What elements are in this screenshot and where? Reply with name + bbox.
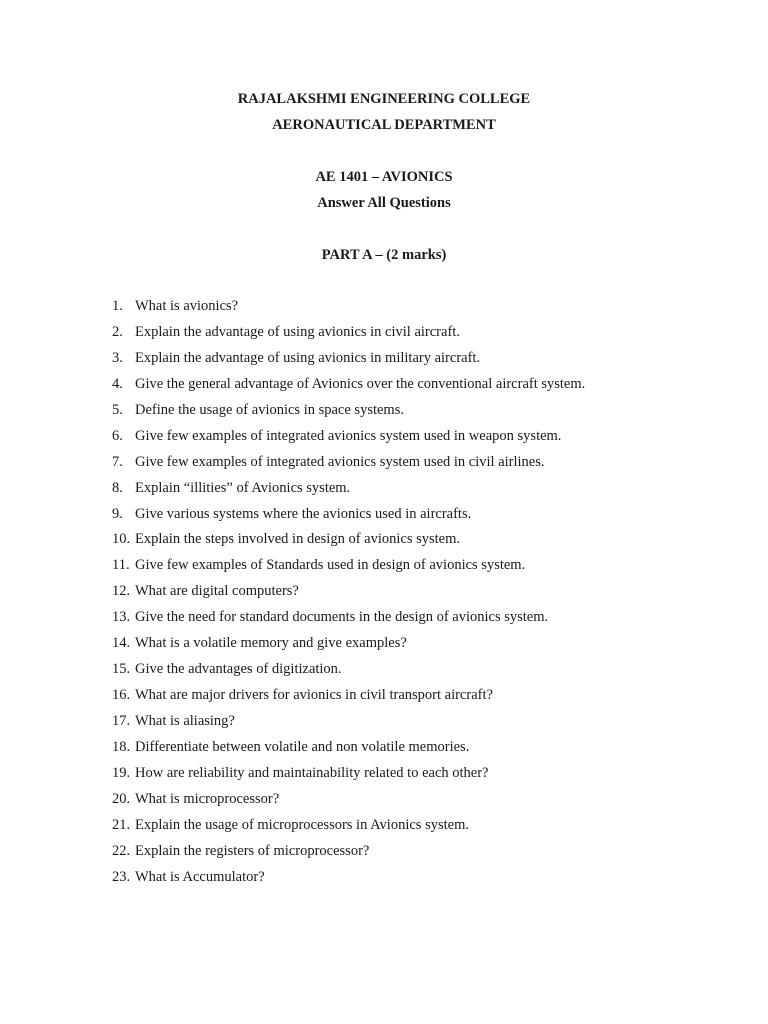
question-number: 10. — [112, 531, 131, 548]
question-text: What is aliasing? — [135, 713, 235, 729]
question-text: Give few examples of integrated avionics system used in weapon system. — [135, 427, 562, 444]
question-number: 16. — [112, 687, 131, 704]
question-number: 14. — [112, 635, 131, 652]
question-item — [112, 686, 732, 712]
question-text: Explain “illities” of Avionics system. — [135, 479, 351, 496]
question-text: Give few examples of integrated avionics system used in civil airlines. — [135, 453, 545, 470]
question-text: Explain the advantage of using avionics in civil aircraft. — [135, 323, 460, 340]
question-number: 2. — [112, 323, 123, 340]
question-item — [112, 816, 732, 842]
question-item — [112, 505, 732, 531]
college-name: RAJALAKSHMI ENGINEERING COLLEGE — [237, 91, 531, 107]
question-list — [112, 297, 732, 894]
question-item — [112, 427, 732, 453]
question-text: What is avionics? — [135, 298, 239, 314]
question-number: 9. — [112, 505, 123, 522]
question-text: Give various systems where the avionics used in aircrafts. — [135, 505, 472, 522]
question-number: 12. — [112, 583, 131, 600]
question-item — [112, 375, 732, 401]
question-text: What is microprocessor? — [135, 790, 280, 807]
question-item — [112, 297, 732, 323]
question-item — [112, 556, 732, 582]
department-name: AERONAUTICAL DEPARTMENT — [272, 117, 496, 133]
question-text: How are reliability and maintainability related to each other? — [135, 764, 489, 781]
question-number: 21. — [112, 816, 131, 833]
question-number: 13. — [112, 609, 131, 626]
question-text: Explain the steps involved in design of avionics system. — [135, 531, 460, 548]
course-title: AE 1401 – AVIONICS — [315, 169, 453, 185]
question-number: 6. — [112, 427, 123, 444]
question-item — [112, 842, 732, 868]
question-item — [112, 401, 732, 427]
question-item — [112, 738, 732, 764]
question-item — [112, 868, 732, 894]
question-number: 19. — [112, 764, 131, 781]
question-number: 8. — [112, 479, 123, 496]
question-text: Give the general advantage of Avionics over the conventional aircraft system. — [135, 375, 586, 392]
question-text: What is a volatile memory and give examples? — [135, 635, 407, 652]
question-item — [112, 608, 732, 634]
question-text: What is Accumulator? — [135, 868, 265, 885]
question-item — [112, 582, 732, 608]
question-number: 1. — [112, 298, 123, 314]
question-number: 17. — [112, 713, 131, 729]
question-number: 23. — [112, 868, 131, 885]
question-item — [112, 790, 732, 816]
question-number: 4. — [112, 375, 123, 392]
question-text: Explain the registers of microprocessor? — [135, 842, 370, 859]
question-text: Give the advantages of digitization. — [135, 661, 342, 678]
section-title: PART A – (2 marks) — [321, 247, 447, 263]
question-number: 5. — [112, 401, 123, 418]
question-number: 7. — [112, 453, 123, 470]
question-item — [112, 530, 732, 556]
question-number: 3. — [112, 349, 123, 366]
question-text: Explain the advantage of using avionics in military aircraft. — [135, 349, 481, 366]
question-text: Differentiate between volatile and non volatile memories. — [135, 738, 470, 755]
question-text: Give few examples of Standards used in design of avionics system. — [135, 557, 526, 574]
question-item — [112, 634, 732, 660]
question-text: What are digital computers? — [135, 583, 299, 600]
instruction-line: Answer All Questions — [317, 195, 451, 211]
question-item — [112, 660, 732, 686]
question-text: Define the usage of avionics in space systems. — [135, 401, 404, 418]
question-number: 11. — [112, 557, 130, 574]
question-number: 15. — [112, 661, 131, 678]
question-text: Give the need for standard documents in the design of avionics system. — [135, 609, 549, 626]
question-item — [112, 323, 732, 349]
question-item — [112, 453, 732, 479]
question-number: 22. — [112, 842, 131, 859]
question-number: 18. — [112, 738, 131, 755]
question-item — [112, 479, 732, 505]
question-number: 20. — [112, 790, 131, 807]
question-item — [112, 764, 732, 790]
question-item — [112, 349, 732, 375]
question-text: What are major drivers for avionics in civil transport aircraft? — [135, 687, 493, 704]
question-item — [112, 712, 732, 738]
question-text: Explain the usage of microprocessors in Avionics system. — [135, 816, 469, 833]
